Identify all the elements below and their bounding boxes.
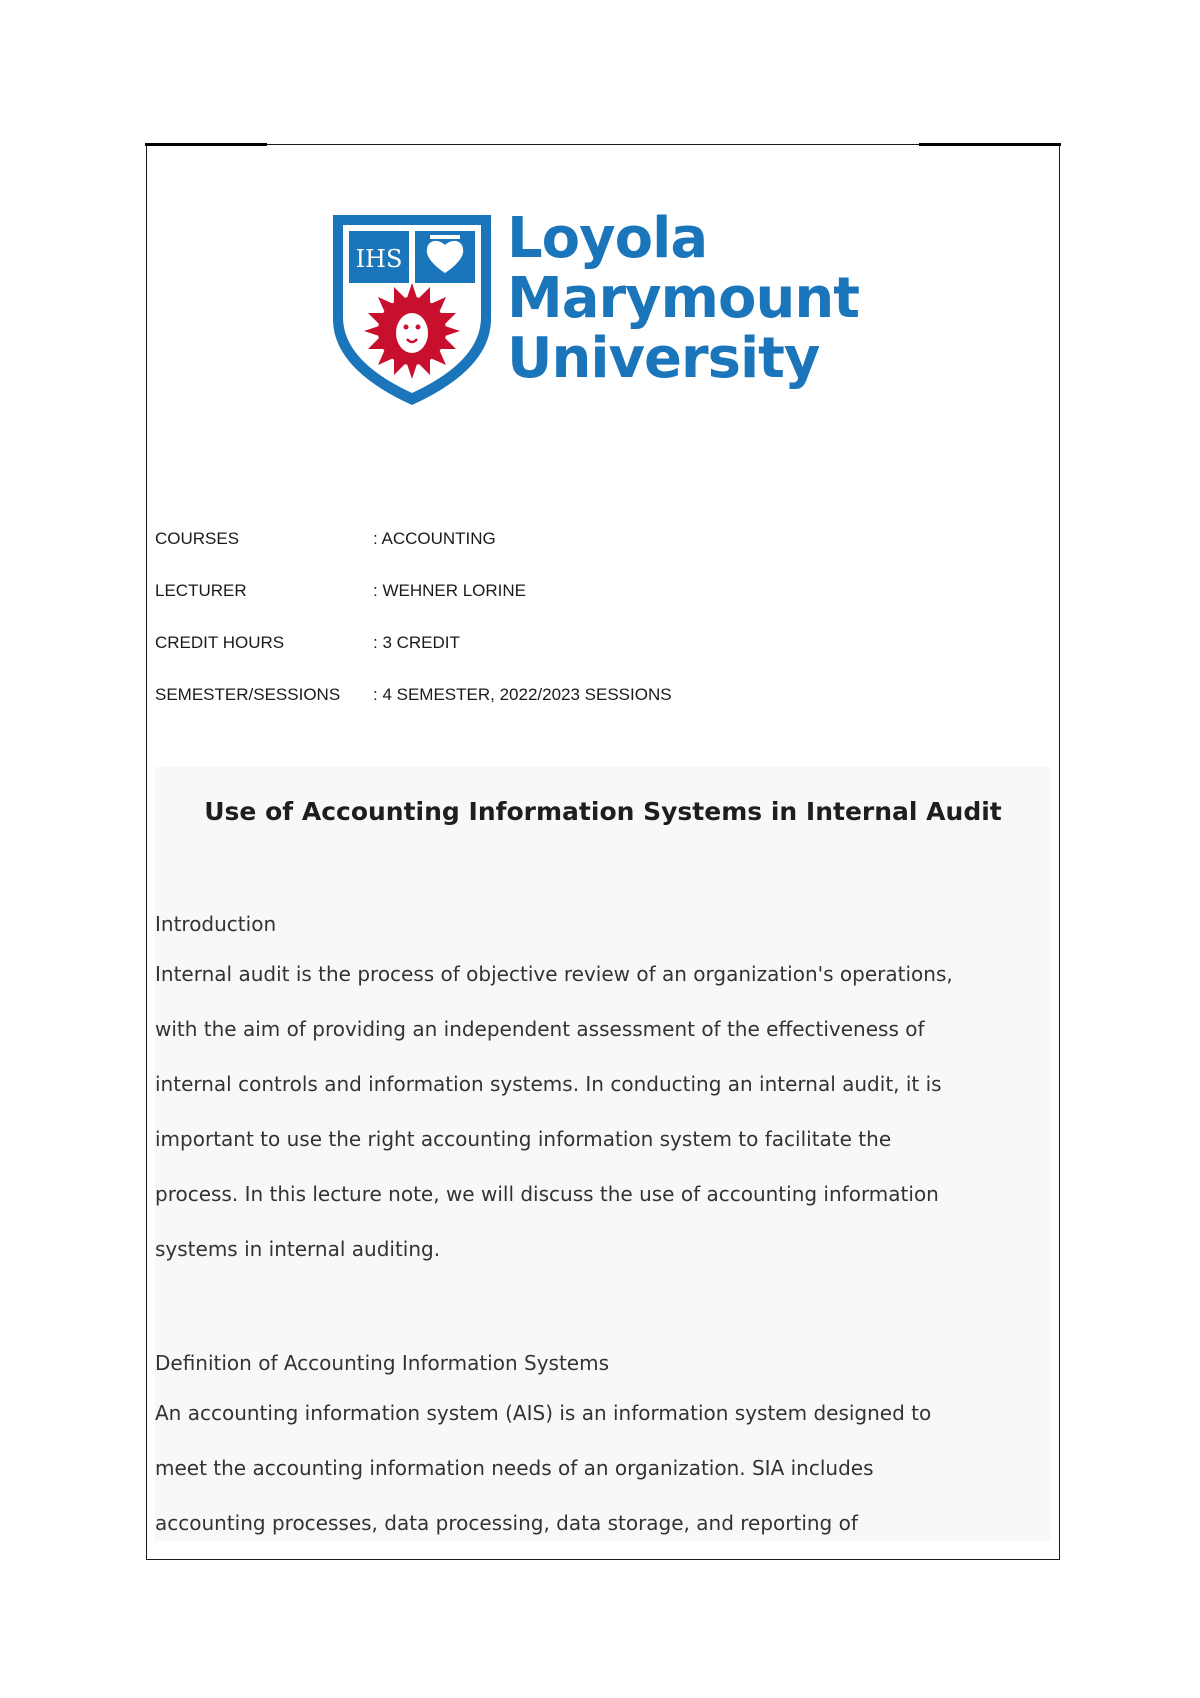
body-line: internal controls and information systems. In conducting an internal audit, it is	[155, 1072, 942, 1096]
introduction-section	[155, 901, 1045, 1277]
course-info-value: : ACCOUNTING	[373, 529, 496, 548]
frame-top-accent-left	[145, 143, 267, 146]
wordmark-line-3: University	[507, 326, 820, 391]
course-info-table	[155, 513, 672, 721]
course-info-label: CREDIT HOURS	[155, 633, 285, 652]
frame-top-accent-right	[919, 143, 1061, 146]
course-info-label: SEMESTER/SESSIONS	[155, 685, 341, 704]
course-info-row	[155, 617, 672, 669]
section-heading: Introduction	[155, 912, 277, 936]
body-line: with the aim of providing an independent assessment of the effectiveness of	[155, 1017, 925, 1041]
ihs-monogram: IHS	[355, 245, 403, 273]
body-line: An accounting information system (AIS) is an information system designed to	[155, 1401, 932, 1425]
lecture-content-panel	[155, 767, 1051, 1541]
body-line: accounting processes, data processing, data storage, and reporting of	[155, 1511, 858, 1535]
page-frame	[146, 144, 1060, 1560]
definition-section	[155, 1340, 1045, 1551]
section-body	[155, 1386, 1045, 1551]
course-info-value: : 4 SEMESTER, 2022/2023 SESSIONS	[373, 685, 672, 704]
body-line: systems in internal auditing.	[155, 1237, 441, 1261]
course-info-label: COURSES	[155, 529, 240, 548]
course-info-label: LECTURER	[155, 581, 247, 600]
body-line: important to use the right accounting information system to facilitate the	[155, 1127, 892, 1151]
section-body	[155, 947, 1045, 1277]
course-info-row	[155, 513, 672, 565]
course-info-value: : 3 CREDIT	[373, 633, 460, 652]
shield-crest-icon	[327, 209, 497, 409]
course-info-row	[155, 669, 672, 721]
wordmark-line-1: Loyola	[507, 206, 708, 271]
section-heading: Definition of Accounting Information Systems	[155, 1351, 610, 1375]
course-info-value: : WEHNER LORINE	[373, 581, 527, 600]
body-line: process. In this lecture note, we will discuss the use of accounting information	[155, 1182, 939, 1206]
university-wordmark	[507, 206, 859, 391]
wordmark-line-2: Marymount	[507, 266, 859, 331]
body-line: meet the accounting information needs of an organization. SIA includes	[155, 1456, 874, 1480]
course-info-row	[155, 565, 672, 617]
university-logo	[327, 206, 867, 409]
document-title: Use of Accounting Information Systems in Internal Audit	[204, 797, 1002, 826]
body-line: Internal audit is the process of objective review of an organization's operations,	[155, 962, 953, 986]
